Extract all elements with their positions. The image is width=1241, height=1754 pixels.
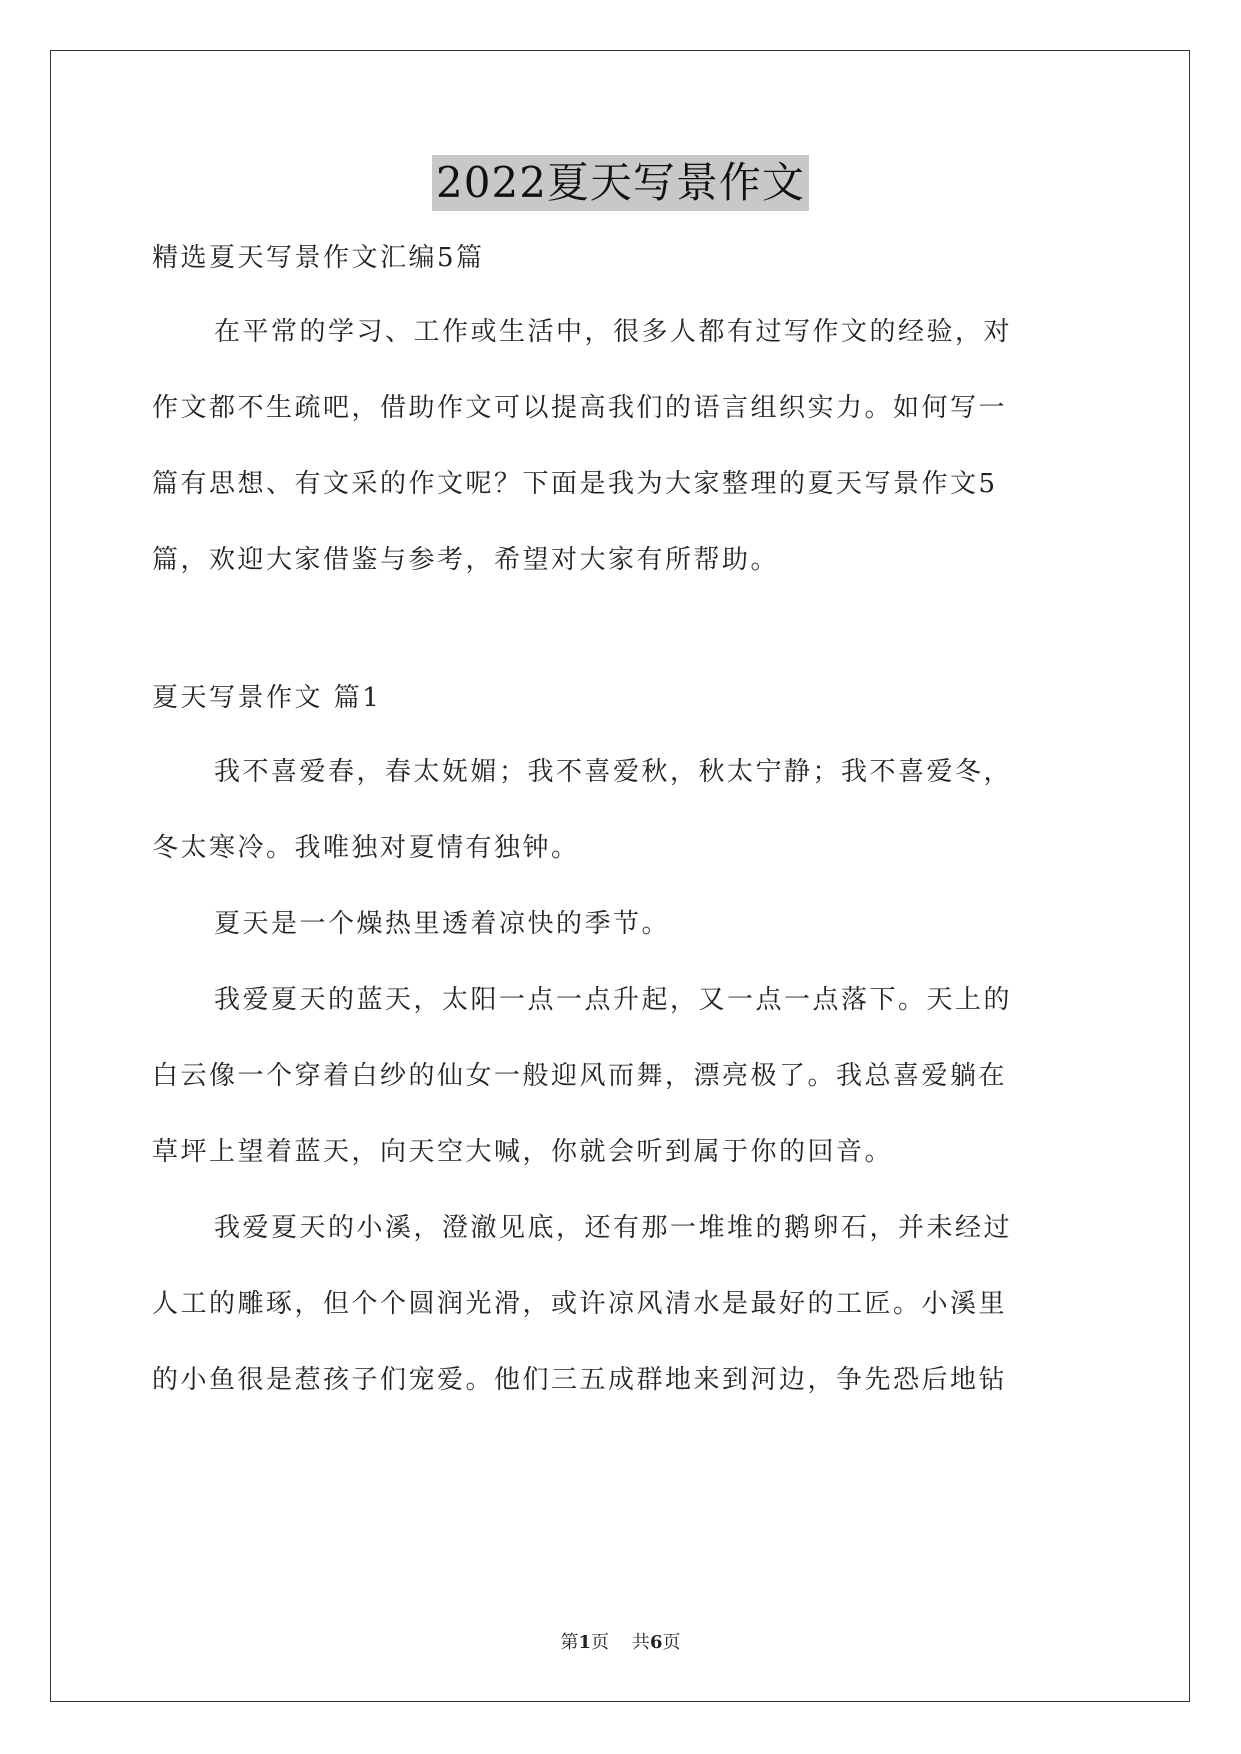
body-line: 白云像一个穿着白纱的仙女一般迎风而舞，漂亮极了。我总喜爱躺在 (152, 1061, 1008, 1091)
intro-line: 在平常的学习、工作或生活中，很多人都有过写作文的经验，对 (214, 317, 1013, 347)
footer-prefix: 第 (560, 1632, 579, 1653)
document-title: 2022夏天写景作文 (432, 155, 809, 211)
page-footer (0, 1628, 1241, 1654)
body-line: 冬太寒冷。我唯独对夏情有独钟。 (152, 833, 580, 863)
page-border (50, 50, 1190, 1702)
title-container (0, 155, 1241, 211)
intro-line: 篇，欢迎大家借鉴与参考，希望对大家有所帮助。 (152, 545, 780, 575)
intro-line: 篇有思想、有文采的作文呢？下面是我为大家整理的夏天写景作文5 (152, 469, 998, 499)
intro-line: 作文都不生疏吧，借助作文可以提高我们的语言组织实力。如何写一 (152, 393, 1008, 423)
footer-total-pages: 6 (649, 1632, 663, 1653)
section-heading: 夏天写景作文 篇1 (152, 683, 382, 713)
footer-current-page: 1 (578, 1632, 592, 1653)
footer-mid: 页 共 (591, 1632, 650, 1653)
body-line: 我爱夏天的蓝天，太阳一点一点升起，又一点一点落下。天上的 (214, 985, 1013, 1015)
body-line: 我不喜爱春，春太妩媚；我不喜爱秋，秋太宁静；我不喜爱冬， (214, 757, 1013, 787)
body-line: 的小鱼很是惹孩子们宠爱。他们三五成群地来到河边，争先恐后地钻 (152, 1365, 1008, 1395)
body-line: 草坪上望着蓝天，向天空大喊，你就会听到属于你的回音。 (152, 1137, 894, 1167)
body-line: 人工的雕琢，但个个圆润光滑，或许凉风清水是最好的工匠。小溪里 (152, 1289, 1008, 1319)
body-line: 夏天是一个燥热里透着凉快的季节。 (214, 909, 671, 939)
body-line: 我爱夏天的小溪，澄澈见底，还有那一堆堆的鹅卵石，并未经过 (214, 1213, 1013, 1243)
document-subtitle: 精选夏天写景作文汇编5篇 (152, 243, 485, 273)
footer-suffix: 页 (662, 1632, 681, 1653)
